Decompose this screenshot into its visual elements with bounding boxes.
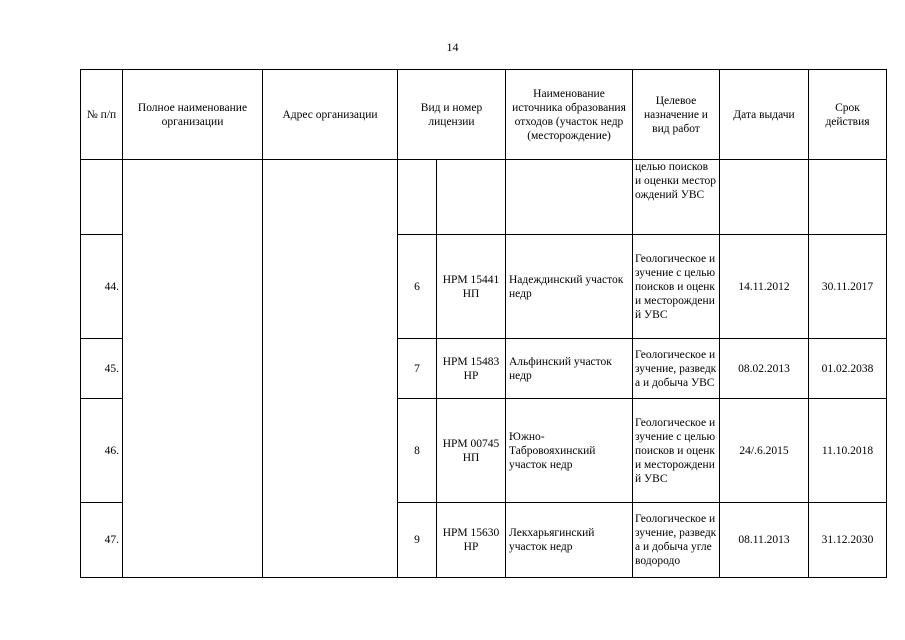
header-issue-date: Дата выдачи — [720, 70, 809, 160]
validity-cell: 31.12.2030 — [809, 503, 887, 578]
page-number: 14 — [446, 40, 459, 54]
org-name-cell — [123, 160, 263, 578]
issue-date-cell: 24/.6.2015 — [720, 399, 809, 503]
license-cell: НРМ 15441 НП — [437, 235, 506, 339]
address-cell — [263, 160, 398, 578]
issue-date-cell — [720, 160, 809, 235]
header-license: Вид и номер лицензии — [398, 70, 506, 160]
purpose-cell: Геологическое изучение с целью поисков и оценки месторождений УВС — [633, 399, 720, 503]
index-cell: 9 — [398, 503, 437, 578]
purpose-cell: Геологическое изучение, разведка и добыча углеводородо — [633, 503, 720, 578]
source-cell: Южно-Табровояхинский участок недр — [506, 399, 633, 503]
index-cell: 8 — [398, 399, 437, 503]
header-purpose: Целевое назначение и вид работ — [633, 70, 720, 160]
purpose-cell: Геологическое изучение, разведка и добыча УВС — [633, 339, 720, 399]
source-cell: Лекхарьягинский участок недр — [506, 503, 633, 578]
num-cell: 45. — [81, 339, 123, 399]
issue-date-cell: 08.11.2013 — [720, 503, 809, 578]
num-cell: 47. — [81, 503, 123, 578]
purpose-cell: Геологическое изучение с целью поисков и оценки месторождений УВС — [633, 235, 720, 339]
validity-cell: 11.10.2018 — [809, 399, 887, 503]
validity-cell — [809, 160, 887, 235]
source-cell — [506, 160, 633, 235]
validity-cell: 01.02.2038 — [809, 339, 887, 399]
license-cell: НРМ 15630 НР — [437, 503, 506, 578]
license-cell — [437, 160, 506, 235]
validity-cell: 30.11.2017 — [809, 235, 887, 339]
num-cell: 44. — [81, 235, 123, 339]
num-cell — [81, 160, 123, 235]
source-cell: Надеждинский участок недр — [506, 235, 633, 339]
table-row — [81, 160, 887, 235]
purpose-cell: целью поисков и оценки месторождений УВС — [633, 160, 720, 235]
license-table — [80, 69, 887, 578]
license-cell: НРМ 00745 НП — [437, 399, 506, 503]
header-org-name: Полное наименование организации — [123, 70, 263, 160]
license-cell: НРМ 15483 НР — [437, 339, 506, 399]
header-num: № п/п — [81, 70, 123, 160]
num-cell: 46. — [81, 399, 123, 503]
header-validity: Срок действия — [809, 70, 887, 160]
header-source: Наименование источника образования отходов (участок недр (месторождение) — [506, 70, 633, 160]
index-cell: 6 — [398, 235, 437, 339]
issue-date-cell: 08.02.2013 — [720, 339, 809, 399]
header-row — [81, 70, 887, 160]
issue-date-cell: 14.11.2012 — [720, 235, 809, 339]
header-address: Адрес организации — [263, 70, 398, 160]
source-cell: Альфинский участок недр — [506, 339, 633, 399]
index-cell — [398, 160, 437, 235]
index-cell: 7 — [398, 339, 437, 399]
